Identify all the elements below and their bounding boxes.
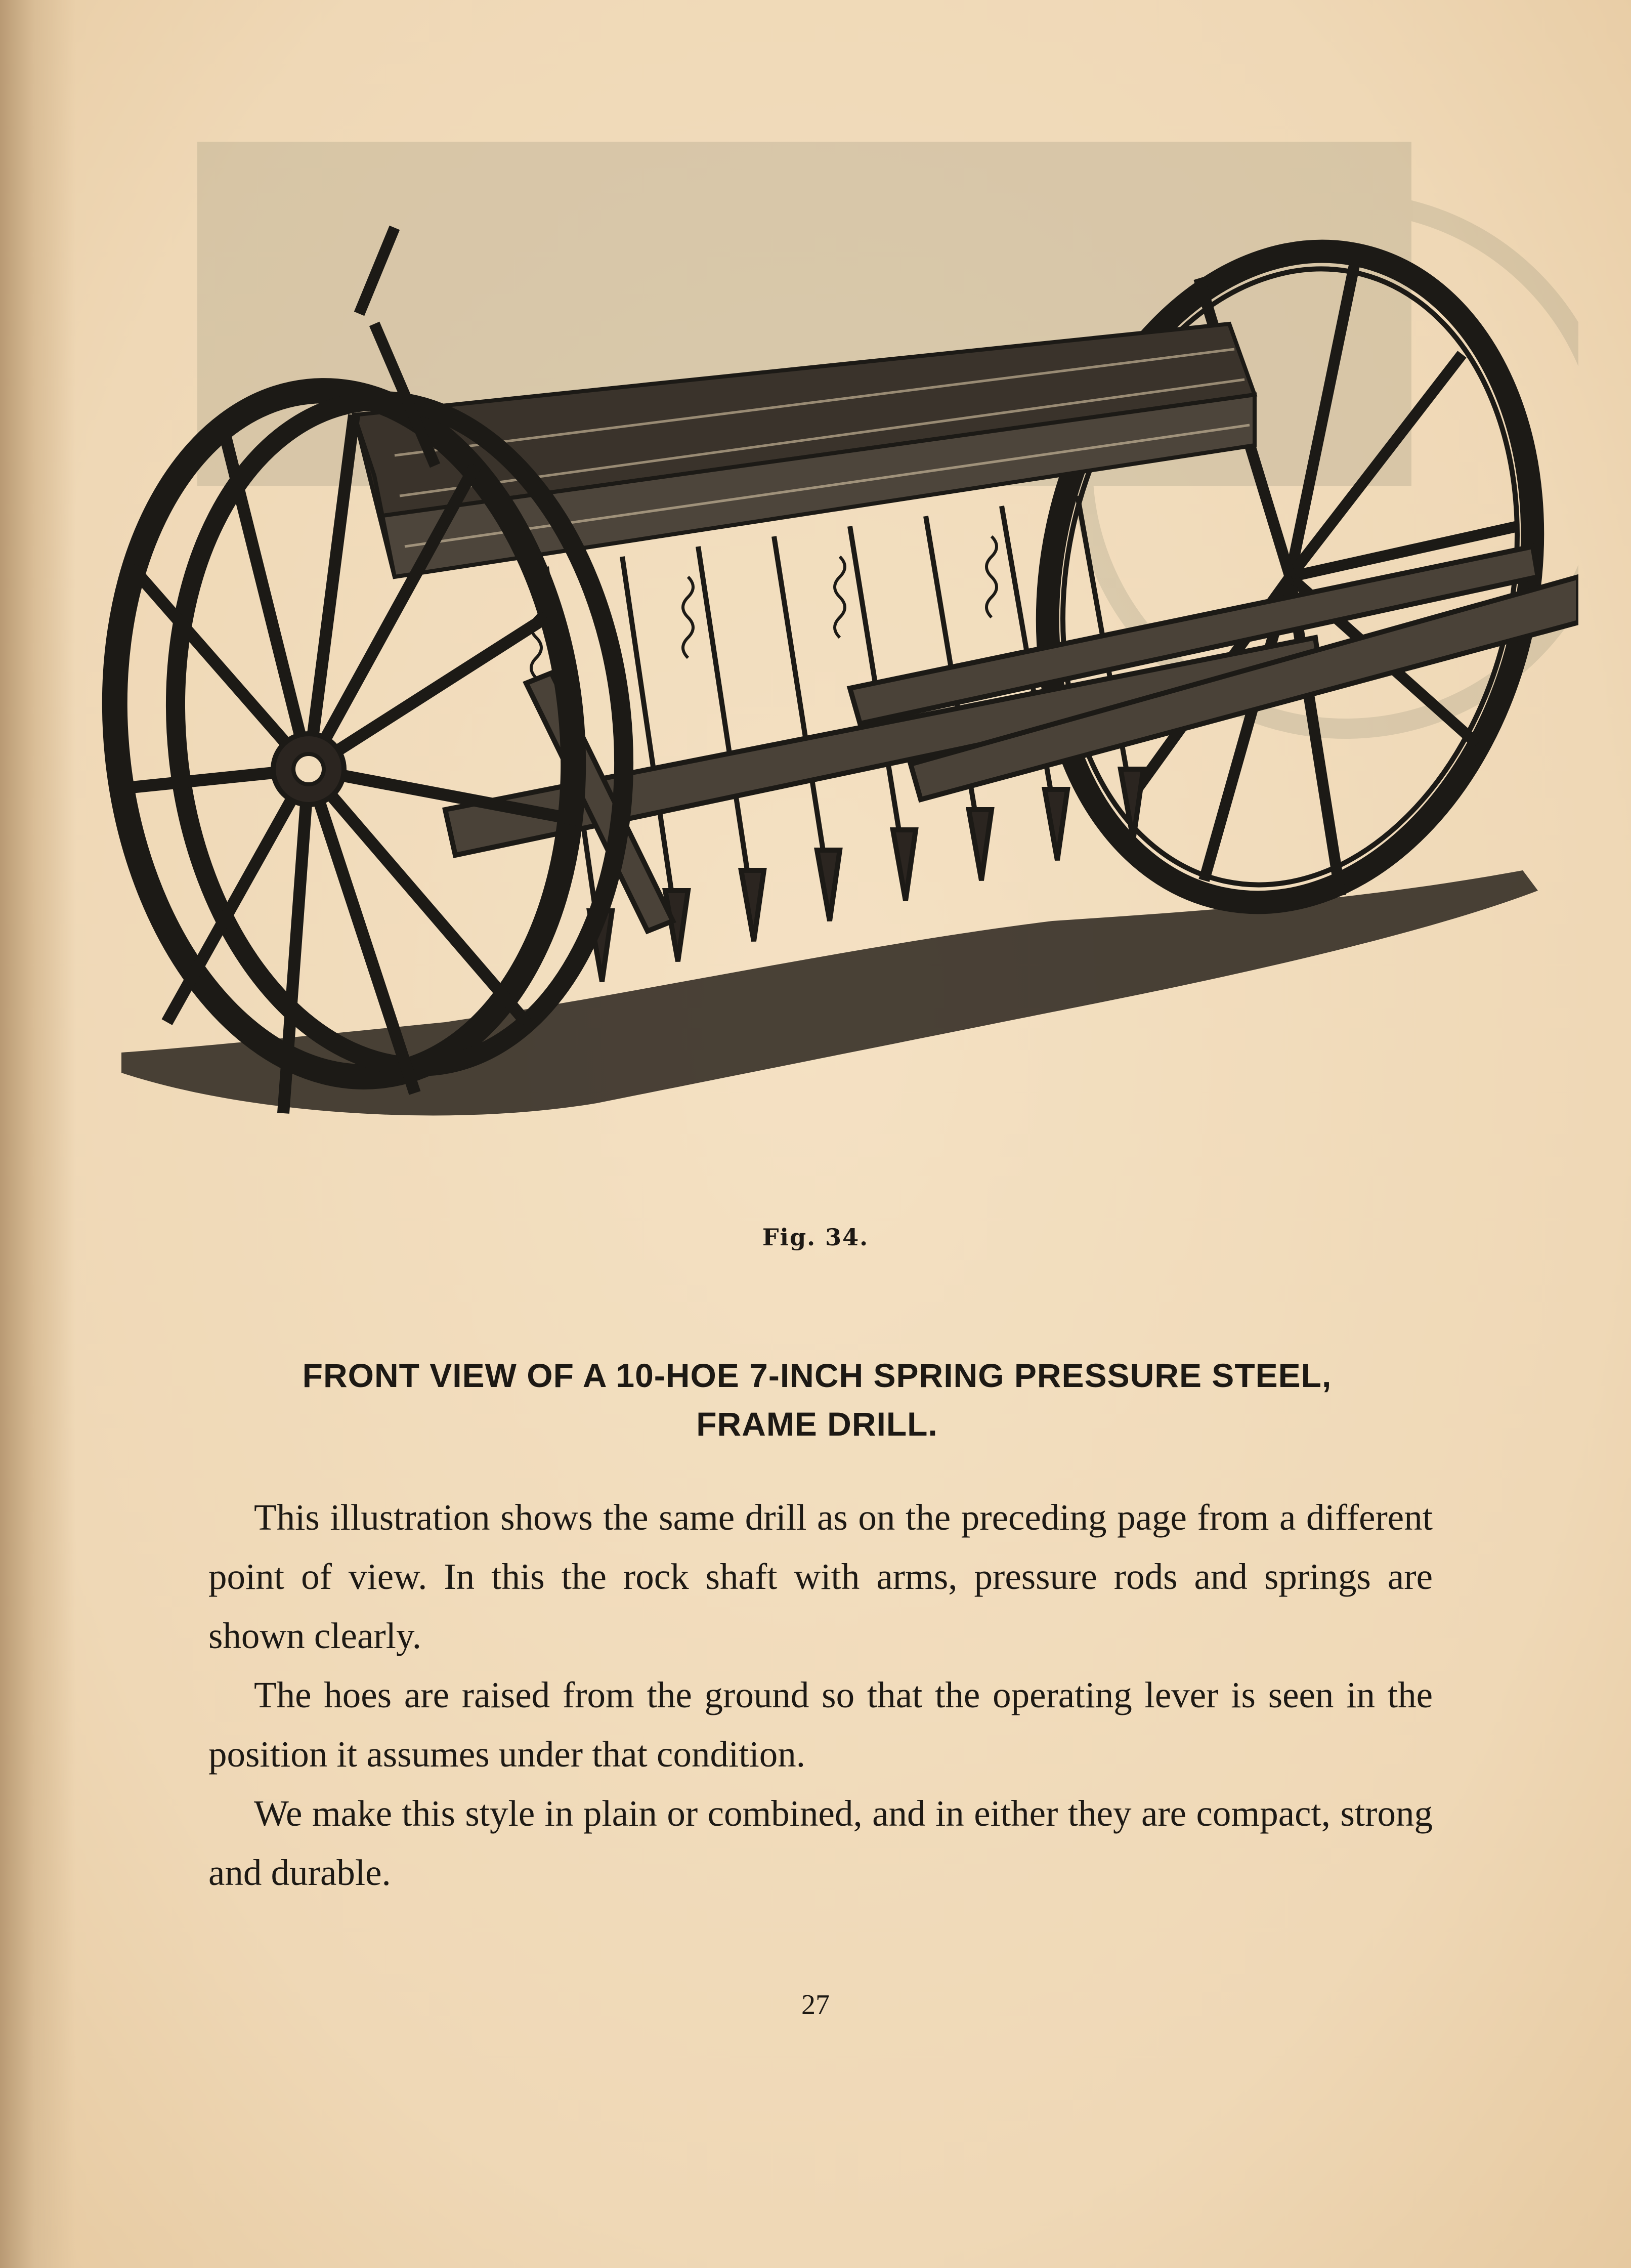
body-text [208,1488,1433,1902]
page-number: 27 [801,1989,830,2021]
grain-drill-illustration [91,111,1578,1235]
paragraph-2: The hoes are raised from the ground so that the operating lever is seen in the position it assumes under that condition. [208,1674,1433,1775]
paragraph-1: This illustration shows the same drill as on the preceding page from a different point of view. In this the rock shaft with arms, pressure rods and springs are shown clearly. [208,1497,1433,1656]
heading-line-2: FRAME DRILL. [696,1405,938,1443]
section-heading [202,1351,1432,1448]
heading-line-1: FRONT VIEW OF A 10-HOE 7-INCH SPRING PRESSURE STEEL, [302,1357,1332,1394]
page-gutter-shadow [0,0,76,2268]
figure-caption: Fig. 34. [762,1224,869,1251]
paragraph-3: We make this style in plain or combined, and in either they are compact, strong and durable. [208,1793,1433,1893]
